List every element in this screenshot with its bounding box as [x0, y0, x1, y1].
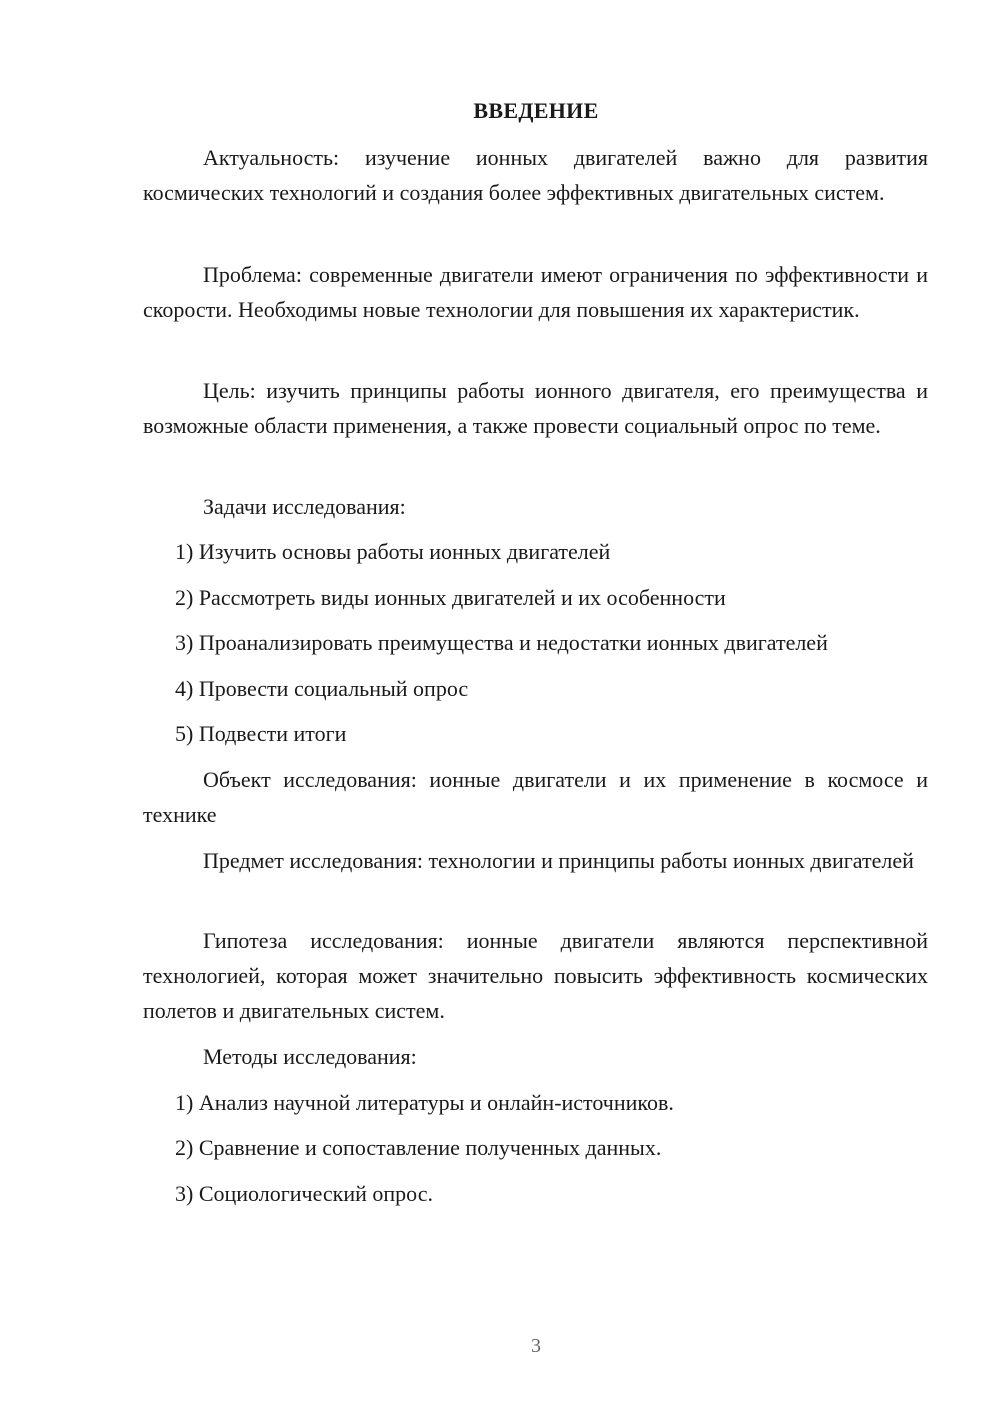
section-heading: ВВЕДЕНИЕ — [473, 98, 599, 123]
methods-title: Методы исследования: — [203, 1044, 417, 1069]
task-item: 4) Провести социальный опрос — [175, 676, 469, 701]
page-number: 3 — [531, 1335, 541, 1357]
task-item: 1) Изучить основы работы ионных двигателей — [175, 539, 611, 564]
task-item: 2) Рассмотреть виды ионных двигателей и их особенности — [175, 585, 726, 610]
tasks-title: Задачи исследования: — [203, 494, 406, 519]
task-item: 3) Проанализировать преимущества и недостатки ионных двигателей — [175, 630, 828, 655]
subject-paragraph: Предмет исследования: технологии и принципы работы ионных двигателей — [203, 848, 914, 873]
problem-paragraph: Проблема: современные двигатели имеют ограничения по эффективности и скорости. Необходимы новые технологии для повышения их характеристик. — [143, 262, 928, 322]
task-item: 5) Подвести итоги — [175, 721, 347, 746]
method-item: 2) Сравнение и сопоставление полученных данных. — [175, 1135, 662, 1160]
method-item: 3) Социологический опрос. — [175, 1181, 433, 1206]
goal-paragraph: Цель: изучить принципы работы ионного двигателя, его преимущества и возможные области применения, а также провести социальный опрос по теме. — [143, 378, 928, 438]
hypothesis-paragraph: Гипотеза исследования: ионные двигатели являются перспективной технологией, которая может значительно повысить эффективность космических полетов и двигательных систем. — [143, 928, 928, 1023]
object-paragraph: Объект исследования: ионные двигатели и их применение в космосе и технике — [143, 767, 928, 827]
relevance-paragraph: Актуальность: изучение ионных двигателей важно для развития космических технологий и создания более эффективных двигательных систем. — [143, 145, 928, 205]
method-item: 1) Анализ научной литературы и онлайн-источников. — [175, 1090, 674, 1115]
